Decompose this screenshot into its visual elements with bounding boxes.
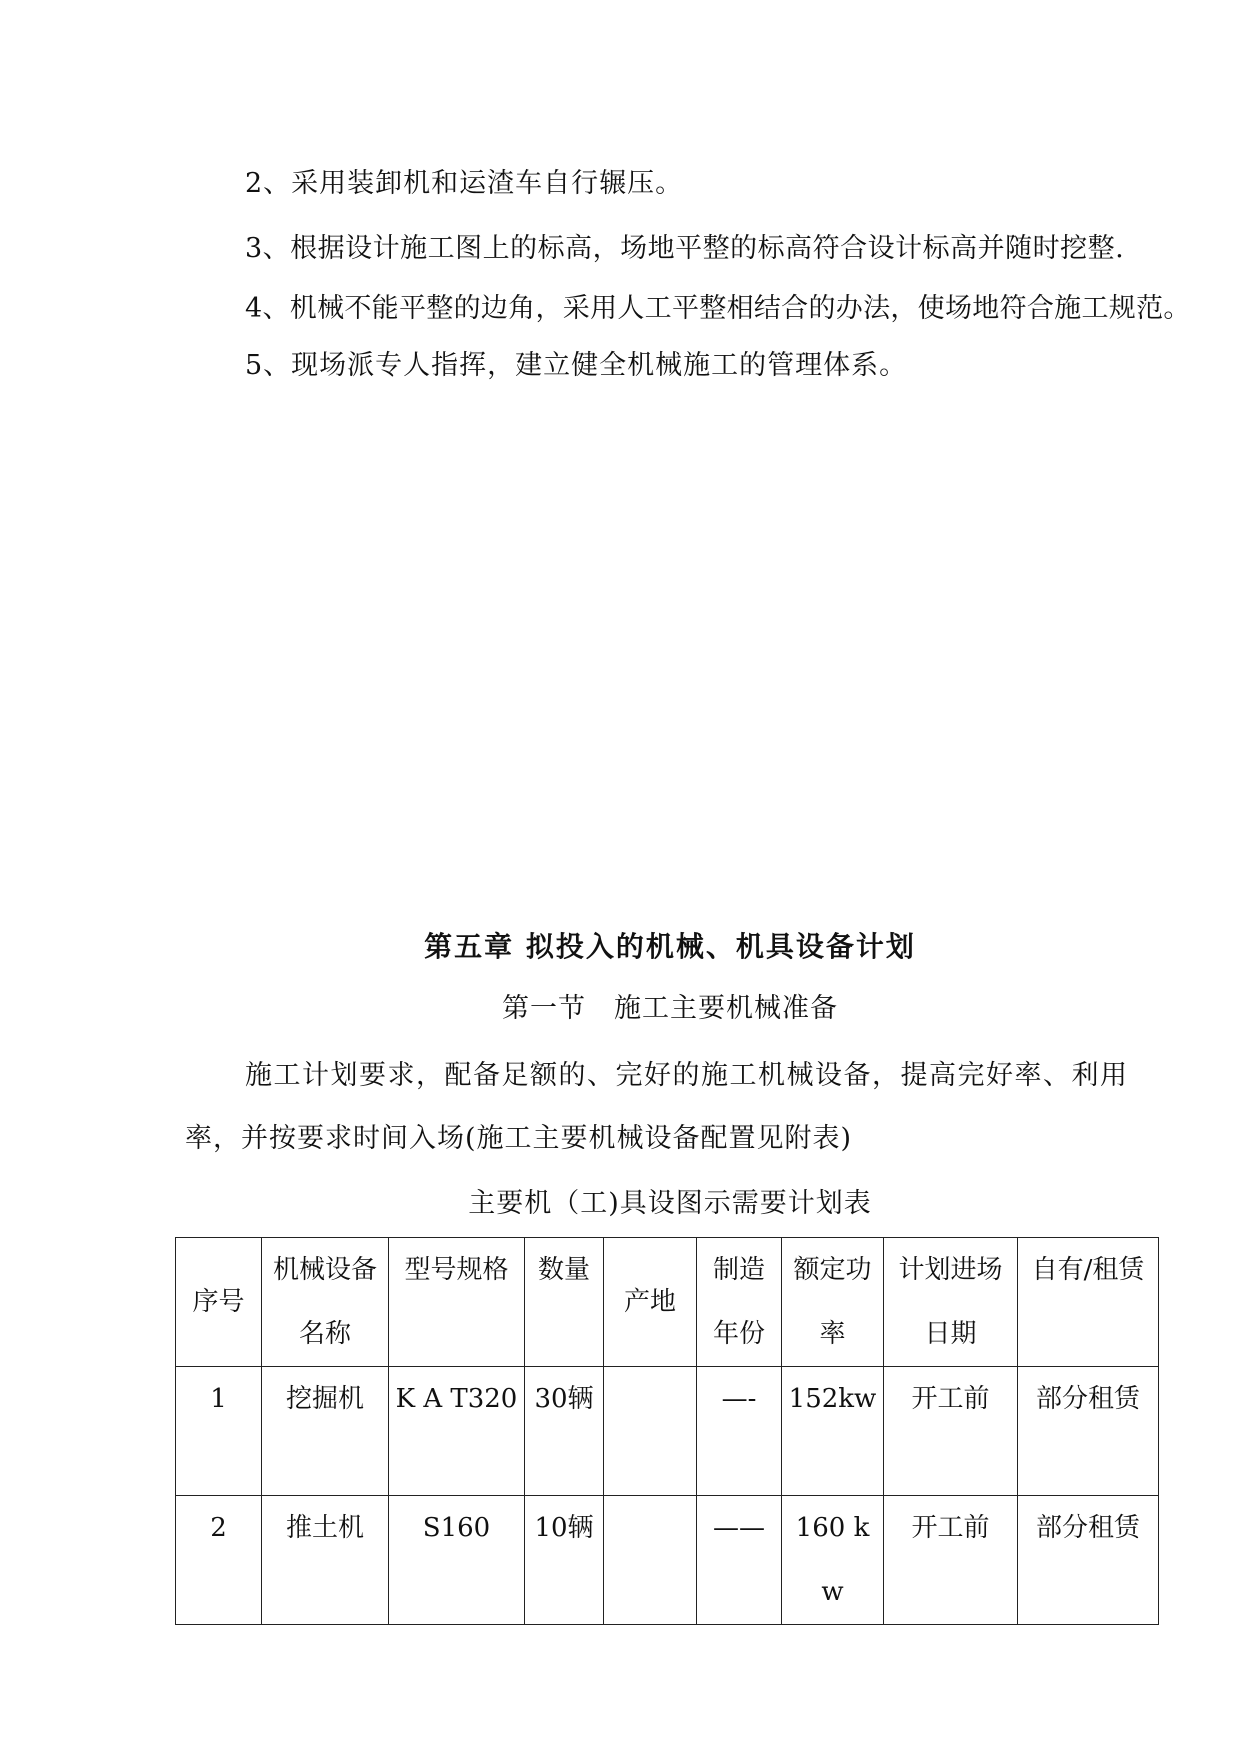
table-cell <box>604 1367 697 1496</box>
table-cell: 152kw <box>782 1367 884 1496</box>
table-cell <box>604 1496 697 1625</box>
table-cell: 挖掘机 <box>262 1367 389 1496</box>
table-cell: 1 <box>176 1367 262 1496</box>
table-row <box>176 1367 1159 1496</box>
table-header-row <box>176 1238 1159 1367</box>
header-cell: 制造年份 <box>697 1238 782 1367</box>
paragraph-line-3: 4、机械不能平整的边角，采用人工平整相结合的办法，使场地符合施工规范。 <box>245 293 1191 324</box>
intro-line-2: 率，并按要求时间入场(施工主要机械设备配置见附表) <box>185 1123 853 1154</box>
paragraph-line-1: 2、采用装卸机和运渣车自行辗压。 <box>245 168 684 199</box>
table-cell: 开工前 <box>884 1496 1018 1625</box>
chapter-title: 第五章 拟投入的机械、机具设备计划 <box>424 930 916 963</box>
header-cell: 额定功率 <box>782 1238 884 1367</box>
table-cell: 160 kw <box>782 1496 884 1625</box>
table-cell: 部分租赁 <box>1018 1496 1159 1625</box>
header-cell: 数量 <box>525 1238 604 1367</box>
header-cell: 机械设备名称 <box>262 1238 389 1367</box>
table-cell: 开工前 <box>884 1367 1018 1496</box>
table-cell: —— <box>697 1496 782 1625</box>
table-cell: 10辆 <box>525 1496 604 1625</box>
header-cell: 型号规格 <box>389 1238 525 1367</box>
table-cell: S160 <box>389 1496 525 1625</box>
intro-line-1: 施工计划要求，配备足额的、完好的施工机械设备，提高完好率、利用 <box>245 1060 1129 1091</box>
section-title: 第一节 施工主要机械准备 <box>502 993 838 1024</box>
table-title: 主要机（工)具设图示需要计划表 <box>468 1188 872 1219</box>
table-row <box>176 1496 1159 1625</box>
table-cell: 部分租赁 <box>1018 1367 1159 1496</box>
table-cell: K A T320 <box>389 1367 525 1496</box>
paragraph-line-4: 5、现场派专人指挥，建立健全机械施工的管理体系。 <box>245 350 908 381</box>
header-cell: 计划进场日期 <box>884 1238 1018 1367</box>
table-cell: 推土机 <box>262 1496 389 1625</box>
table-cell: 30辆 <box>525 1367 604 1496</box>
table-cell: 2 <box>176 1496 262 1625</box>
equipment-table <box>175 1237 1159 1625</box>
table-cell: —- <box>697 1367 782 1496</box>
header-cell: 序号 <box>176 1238 262 1367</box>
header-cell: 产地 <box>604 1238 697 1367</box>
paragraph-line-2: 3、根据设计施工图上的标高，场地平整的标高符合设计标高并随时挖整. <box>245 233 1125 264</box>
header-cell: 自有/租赁 <box>1018 1238 1159 1367</box>
